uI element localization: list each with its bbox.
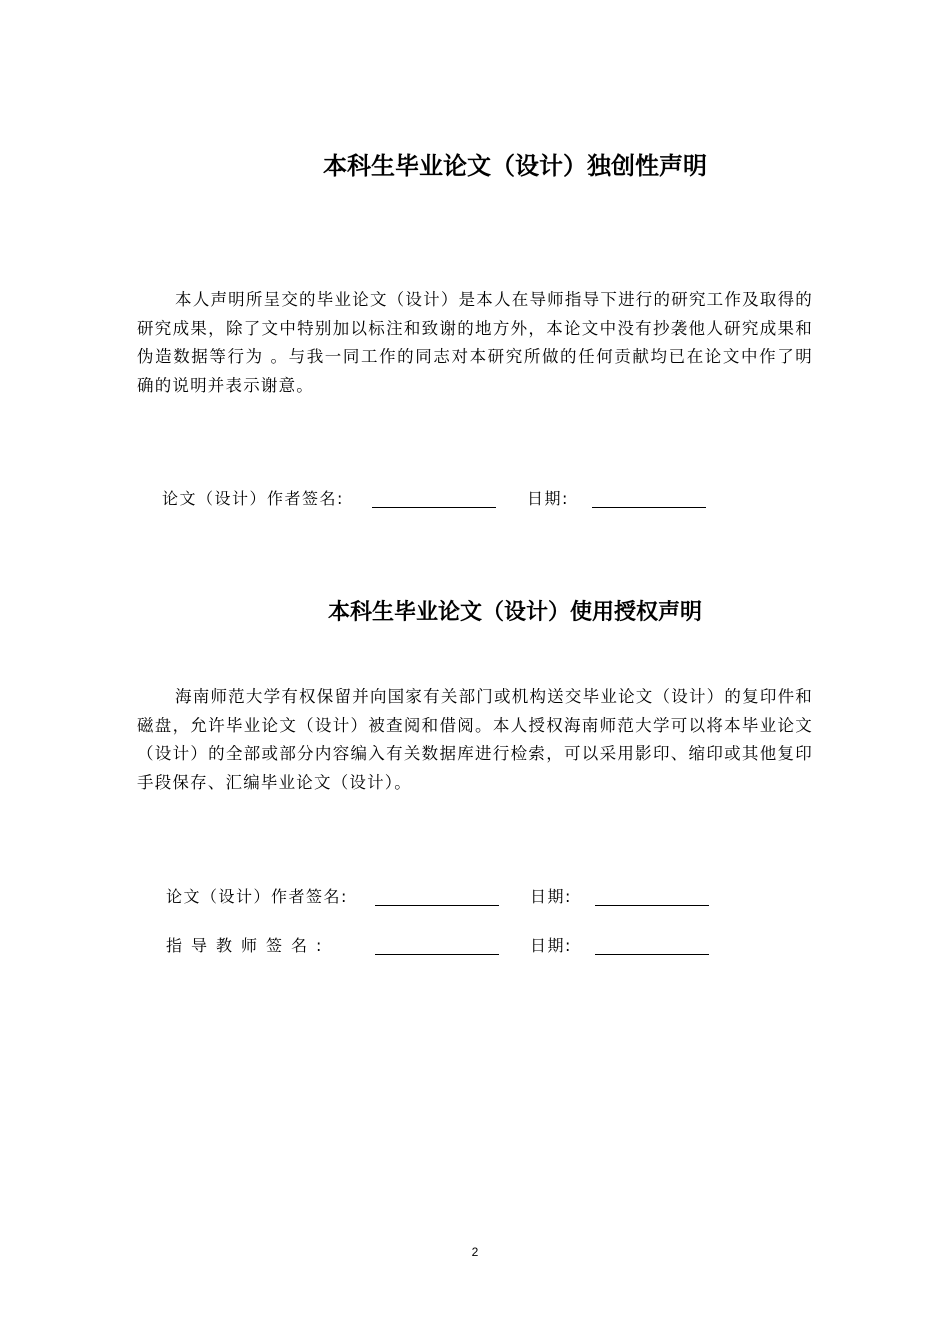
- author-signature-blank: [375, 905, 499, 906]
- author-signature-label: 论文（设计）作者签名:: [166, 887, 348, 906]
- date-blank: [595, 954, 709, 955]
- page-number: 2: [471, 1245, 479, 1259]
- date-blank: [592, 507, 706, 508]
- date-blank: [595, 905, 709, 906]
- supervisor-signature-row: [166, 933, 726, 963]
- authorization-statement-title: 本科生毕业论文（设计）使用授权声明: [327, 600, 702, 625]
- originality-statement-body: 本人声明所呈交的毕业论文（设计）是本人在导师指导下进行的研究工作及取得的研究成果，除了文中特别加以标注和致谢的地方外，本论文中没有抄袭他人研究成果和伪造数据等行为 。与我一同工作的同志对本研究所做的任何贡献均已在论文中作了明确的说明并表示谢意。: [137, 290, 813, 395]
- supervisor-signature-blank: [375, 954, 499, 955]
- date-label: 日期:: [527, 489, 569, 508]
- supervisor-signature-label: 指导教师签名:: [166, 936, 331, 955]
- authorization-author-signature-row: [166, 884, 726, 914]
- author-signature-blank: [372, 507, 496, 508]
- date-label: 日期:: [530, 936, 572, 955]
- author-signature-label: 论文（设计）作者签名:: [162, 489, 344, 508]
- authorization-statement-body: 海南师范大学有权保留并向国家有关部门或机构送交毕业论文（设计）的复印件和磁盘，允许毕业论文（设计）被查阅和借阅。本人授权海南师范大学可以将本毕业论文（设计）的全部或部分内容编入有关数据库进行检索，可以采用影印、缩印或其他复印手段保存、汇编毕业论文（设计）。: [137, 687, 813, 792]
- originality-signature-row: [162, 486, 722, 516]
- date-label: 日期:: [530, 887, 572, 906]
- originality-statement-title: 本科生毕业论文（设计）独创性声明: [323, 152, 707, 180]
